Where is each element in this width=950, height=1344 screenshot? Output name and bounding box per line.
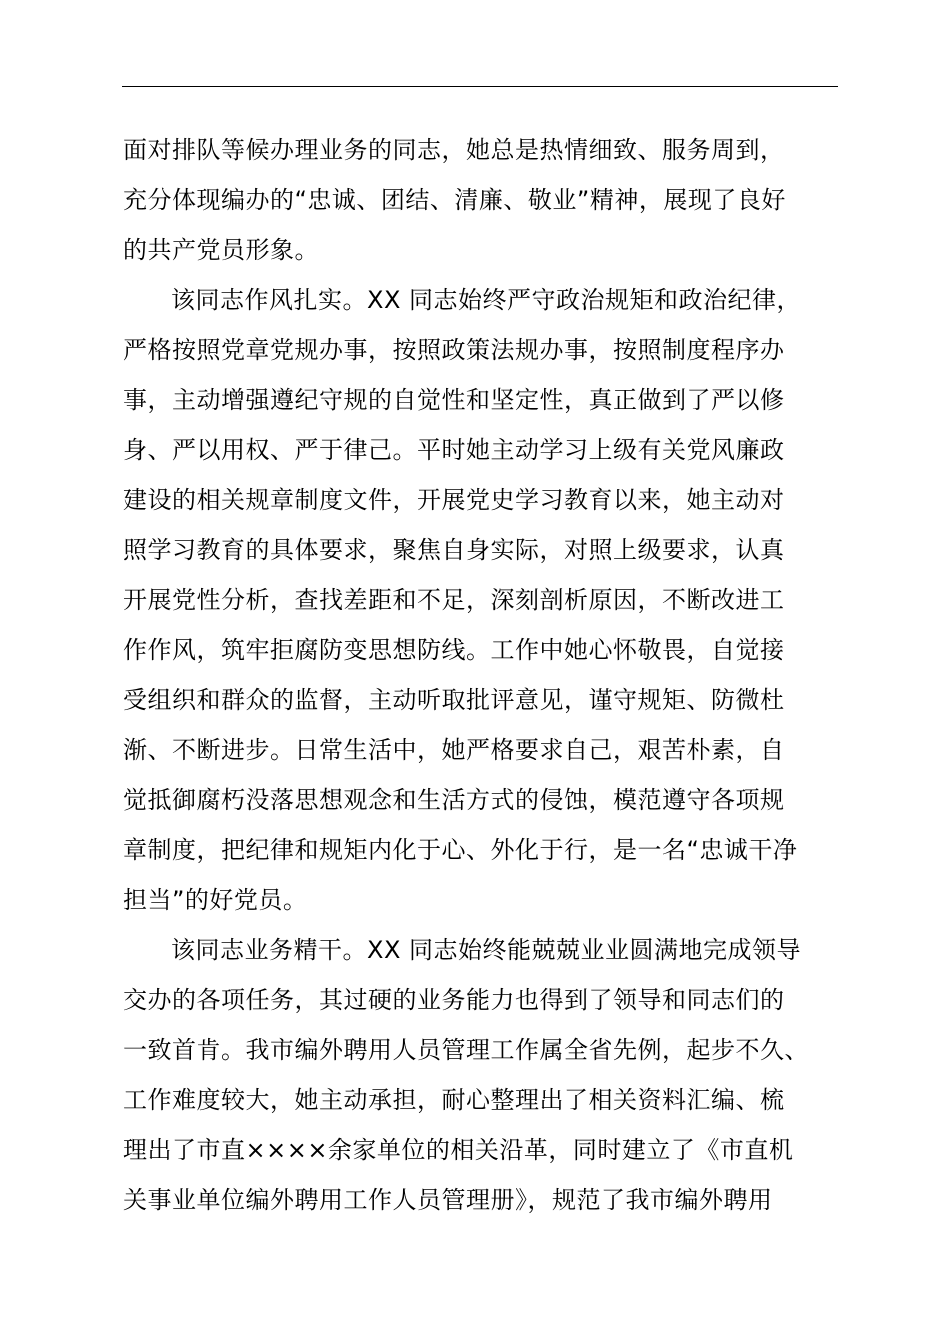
text-line: 面对排队等候办理业务的同志，她总是热情细致、服务周到，: [123, 136, 785, 164]
text-line: 照学习教育的具体要求，聚焦自身实际，对照上级要求，认真: [123, 536, 785, 564]
text-line: 严格按照党章党规办事，按照政策法规办事，按照制度程序办: [123, 336, 785, 364]
text-line: 渐、不断进步。日常生活中，她严格要求自己，艰苦朴素，自: [123, 736, 785, 764]
text-line: 关事业单位编外聘用工作人员管理册》，规范了我市编外聘用: [123, 1186, 773, 1214]
paragraph-start-line: 该同志作风扎实。XX 同志始终严守政治规矩和政治纪律，: [171, 286, 802, 314]
text-line: 交办的各项任务，其过硬的业务能力也得到了领导和同志们的: [123, 986, 785, 1014]
text-line: 担当”的好党员。: [123, 886, 308, 914]
text-line: 章制度，把纪律和规矩内化于心、外化于行，是一名“忠诚干净: [123, 836, 798, 864]
text-line: 受组织和群众的监督，主动听取批评意见，谨守规矩、防微杜: [123, 686, 785, 714]
text-line: 事，主动增强遵纪守规的自觉性和坚定性，真正做到了严以修: [123, 386, 785, 414]
text-line: 作作风，筑牢拒腐防变思想防线。工作中她心怀敬畏，自觉接: [123, 636, 785, 664]
text-line: 的共产党员形象。: [123, 236, 319, 264]
text-line: 充分体现编办的“忠诚、团结、清廉、敬业”精神，展现了良好: [123, 186, 786, 214]
text-line: 理出了市直××××余家单位的相关沿革，同时建立了《市直机: [123, 1136, 794, 1164]
paragraph-start-line: 该同志业务精干。XX 同志始终能兢兢业业圆满地完成领导: [171, 936, 802, 964]
text-line: 工作难度较大，她主动承担，耐心整理出了相关资料汇编、梳: [123, 1086, 785, 1114]
header-rule: [122, 86, 838, 87]
text-line: 身、严以用权、严于律己。平时她主动学习上级有关党风廉政: [123, 436, 785, 464]
text-line: 一致首肯。我市编外聘用人员管理工作属全省先例，起步不久、: [123, 1036, 809, 1064]
text-line: 觉抵御腐朽没落思想观念和生活方式的侵蚀，模范遵守各项规: [123, 786, 785, 814]
text-line: 建设的相关规章制度文件，开展党史学习教育以来，她主动对: [123, 486, 785, 514]
text-line: 开展党性分析，查找差距和不足，深刻剖析原因，不断改进工: [123, 586, 785, 614]
